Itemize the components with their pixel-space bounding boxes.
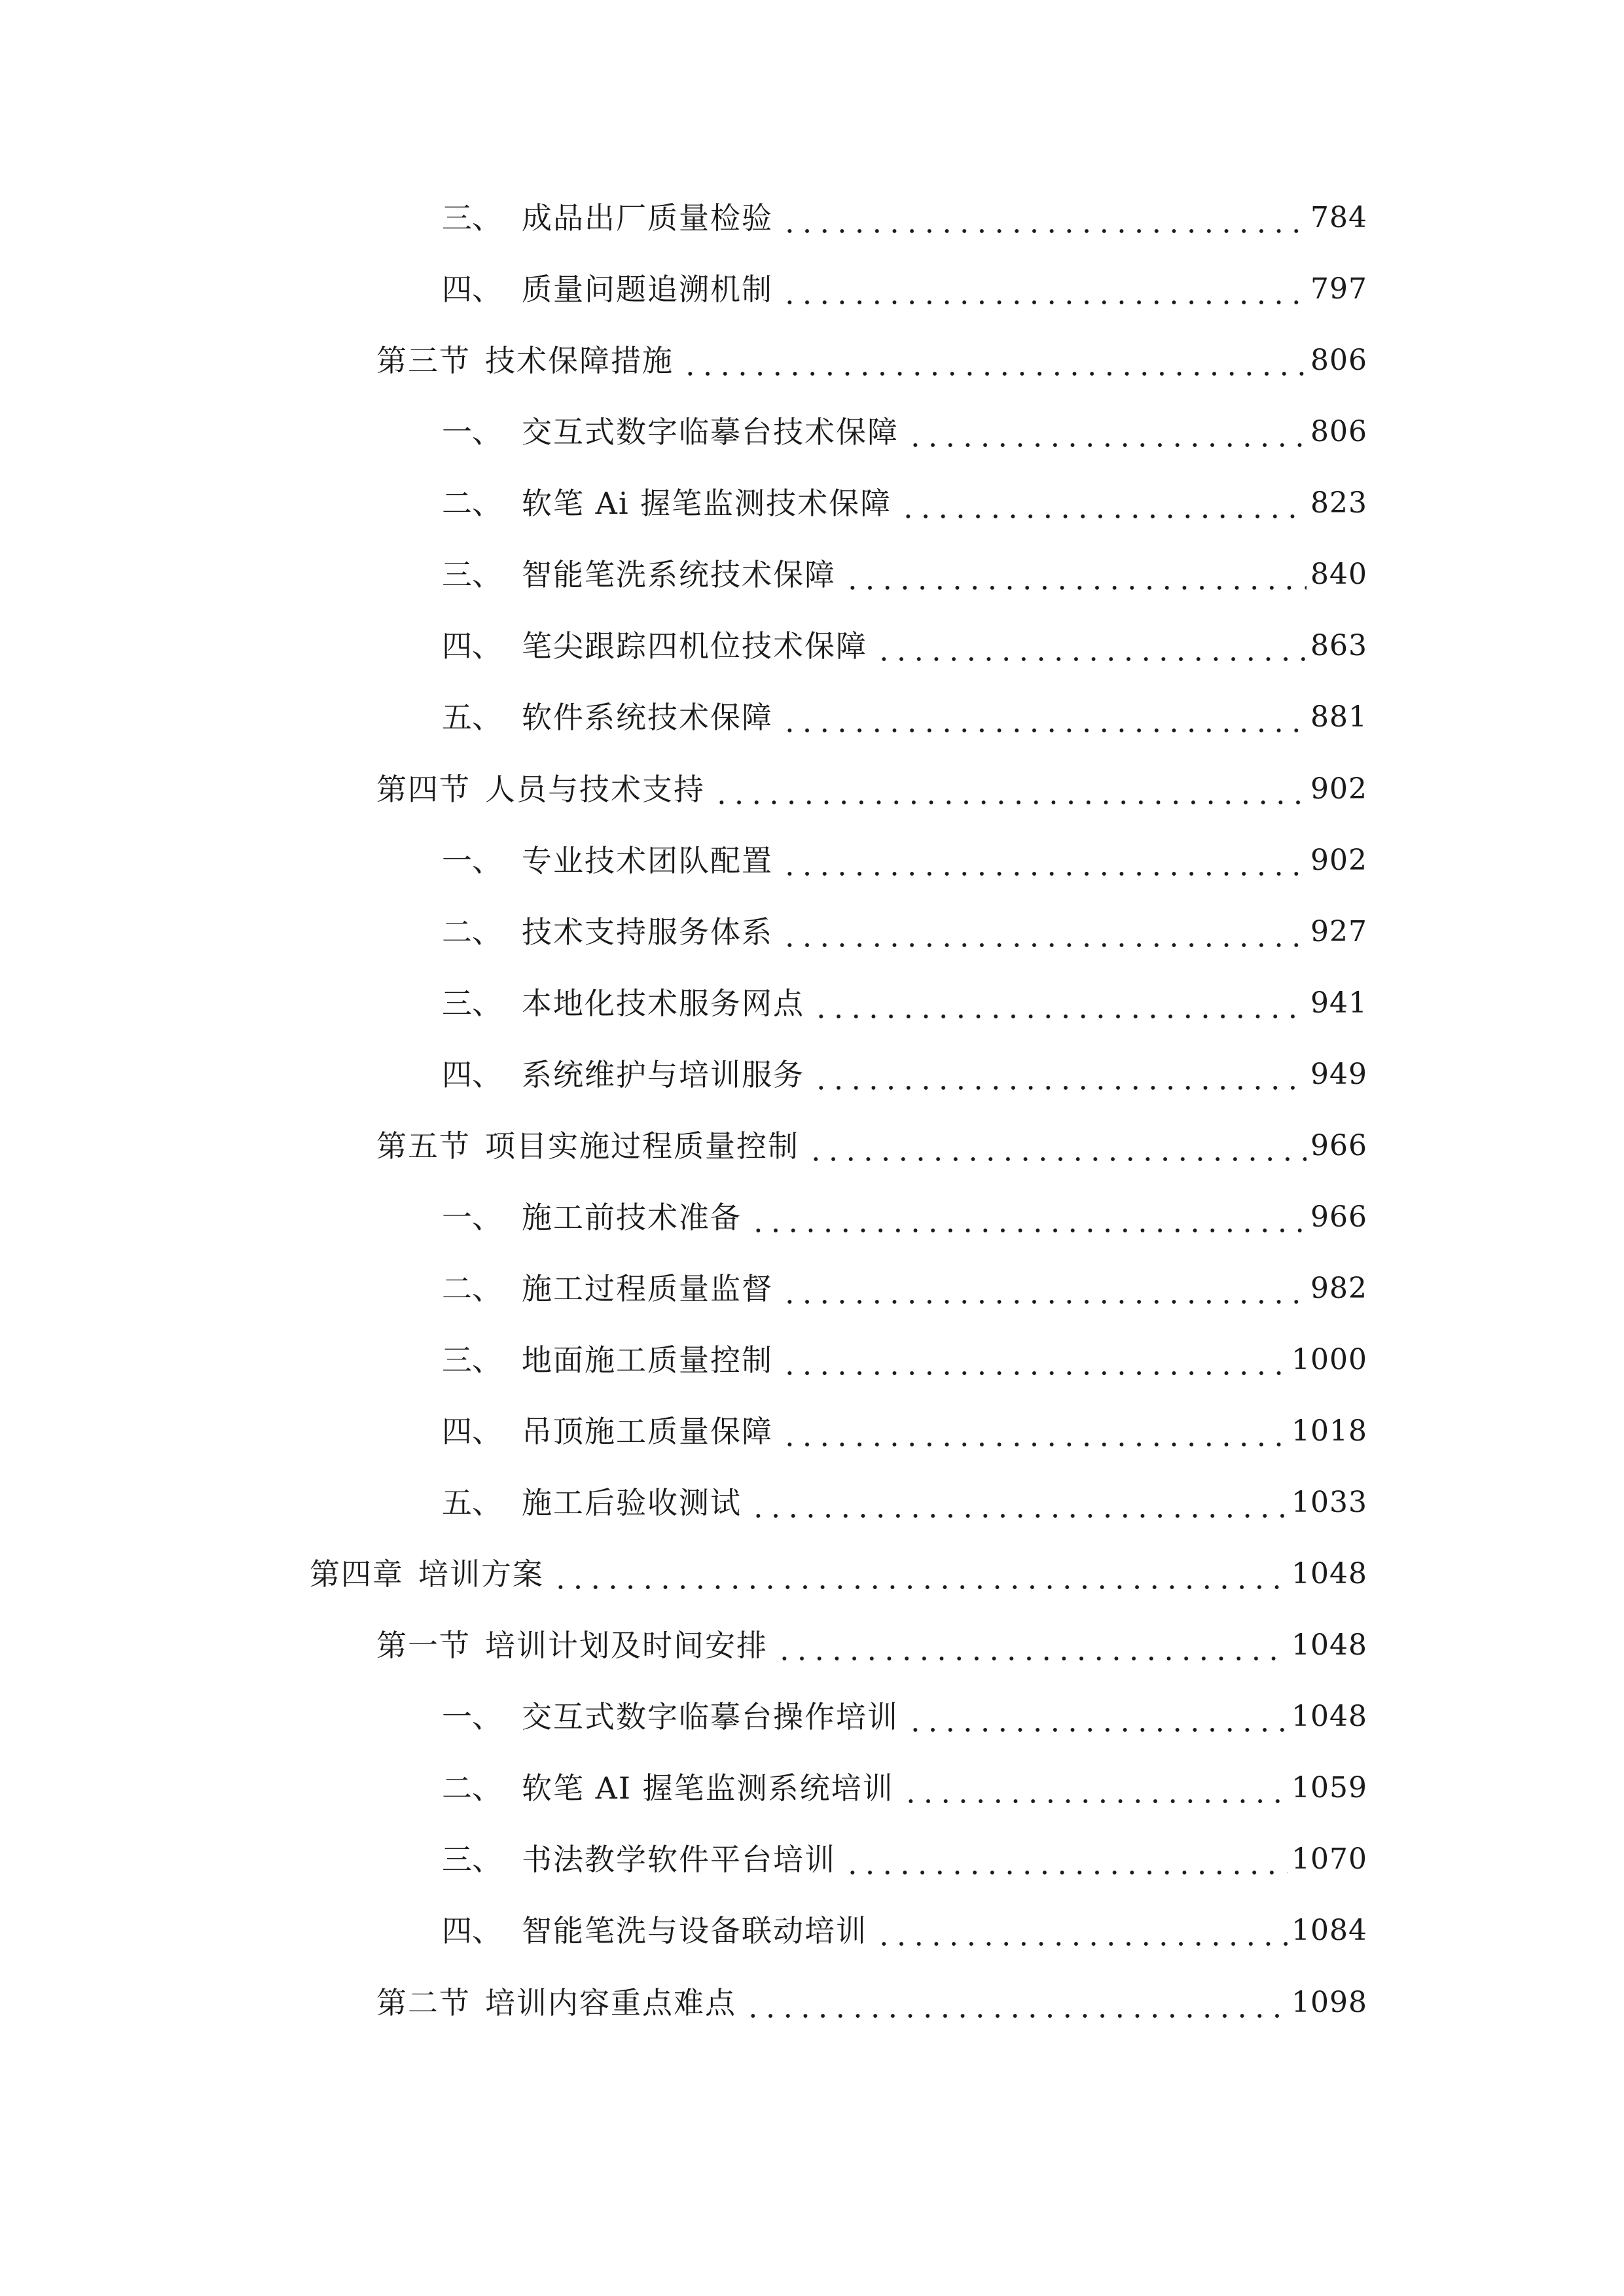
dot-leader [778, 834, 1307, 887]
toc-entry[interactable] [442, 1833, 1367, 1886]
toc-entry-page: 863 [1310, 629, 1367, 662]
toc-entry-title: 培训方案 [418, 1556, 544, 1592]
toc-entry[interactable] [376, 763, 1367, 816]
toc-entry-page: 797 [1310, 272, 1367, 306]
toc-entry-page: 1048 [1291, 1557, 1367, 1590]
toc-entry-number: 一、 [442, 414, 502, 450]
dot-leader [778, 1263, 1307, 1315]
toc-entry[interactable] [442, 1762, 1367, 1814]
dot-leader [810, 977, 1307, 1030]
toc-entry-number: 第五节 [376, 1128, 471, 1164]
toc-entry-title: 技术支持服务体系 [522, 914, 773, 950]
toc-entry-title: 软笔 Ai 握笔监测技术保障 [522, 486, 892, 521]
dot-leader [778, 1334, 1288, 1386]
toc-entry-title: 交互式数字临摹台操作培训 [522, 1699, 899, 1734]
dot-leader [549, 1548, 1288, 1600]
toc-entry-page: 806 [1310, 344, 1367, 377]
dot-leader [778, 1405, 1288, 1458]
dot-leader [778, 263, 1307, 315]
toc-entry-page: 823 [1310, 486, 1367, 520]
toc-entry-page: 1084 [1291, 1914, 1367, 1947]
toc-entry-number: 一、 [442, 1699, 502, 1734]
toc-entry-number: 三、 [442, 986, 502, 1021]
toc-entry-title: 施工过程质量监督 [522, 1271, 773, 1306]
toc-entry-number: 三、 [442, 557, 502, 592]
toc-entry-page: 966 [1310, 1200, 1367, 1234]
dot-leader [773, 1619, 1288, 1672]
toc-entry-title: 地面施工质量控制 [522, 1342, 773, 1378]
toc-entry-title: 施工后验收测试 [522, 1485, 742, 1520]
toc-entry-page: 966 [1310, 1129, 1367, 1162]
toc-entry-number: 一、 [442, 1200, 502, 1235]
toc-entry-number: 第三节 [376, 343, 471, 378]
toc-entry-page: 902 [1310, 772, 1367, 806]
toc-entry-title: 软件系统技术保障 [522, 700, 773, 735]
toc-entry-page: 927 [1310, 915, 1367, 948]
toc-entry-number: 第四章 [310, 1556, 404, 1592]
toc-entry-title: 系统维护与培训服务 [522, 1057, 804, 1092]
dot-leader [747, 1191, 1307, 1244]
toc-entry-page: 1059 [1291, 1771, 1367, 1804]
toc-entry-number: 二、 [442, 1770, 502, 1806]
toc-entry-title: 书法教学软件平台培训 [522, 1842, 836, 1877]
dot-leader [899, 1762, 1288, 1814]
dot-leader [810, 1049, 1307, 1101]
toc-entry-page: 1098 [1291, 1986, 1367, 2019]
toc-entry[interactable] [442, 1477, 1367, 1529]
toc-entry-page: 1033 [1291, 1486, 1367, 1519]
dot-leader [710, 763, 1307, 816]
dot-leader [747, 1477, 1288, 1529]
toc-entry-title: 培训内容重点难点 [485, 1985, 736, 2020]
toc-entry-title: 质量问题追溯机制 [522, 272, 773, 307]
toc-entry-page: 784 [1310, 201, 1367, 234]
toc-entry-number: 二、 [442, 914, 502, 950]
toc-entry-number: 二、 [442, 486, 502, 521]
dot-leader [742, 1977, 1288, 2029]
toc-entry-page: 902 [1310, 844, 1367, 877]
toc-entry-page: 941 [1310, 986, 1367, 1020]
toc-entry[interactable] [442, 406, 1367, 458]
toc-entry-number: 四、 [442, 272, 502, 307]
dot-leader [804, 1120, 1307, 1172]
toc-entry-title: 智能笔洗系统技术保障 [522, 557, 836, 592]
toc-entry[interactable] [442, 1191, 1367, 1244]
dot-leader [778, 192, 1307, 244]
toc-entry-number: 四、 [442, 1057, 502, 1092]
toc-entry-number: 四、 [442, 1913, 502, 1948]
toc-entry[interactable] [442, 1049, 1367, 1101]
toc-entry-number: 一、 [442, 843, 502, 878]
dot-leader [778, 691, 1307, 744]
toc-entry-page: 949 [1310, 1058, 1367, 1091]
toc-entry[interactable] [376, 1977, 1367, 2029]
toc-entry[interactable] [442, 1691, 1367, 1743]
dot-leader [841, 548, 1307, 601]
toc-entry-page: 1070 [1291, 1842, 1367, 1876]
dot-leader [778, 906, 1307, 958]
toc-entry-page: 806 [1310, 415, 1367, 448]
toc-entry[interactable] [442, 620, 1367, 672]
toc-entry-number: 第四节 [376, 772, 471, 807]
toc-entry[interactable] [442, 263, 1367, 315]
toc-entry-number: 第二节 [376, 1985, 471, 2020]
toc-entry-number: 四、 [442, 628, 502, 664]
dot-leader [679, 334, 1307, 387]
toc-entry[interactable] [376, 1120, 1367, 1172]
toc-entry-number: 三、 [442, 200, 502, 236]
toc-entry-title: 专业技术团队配置 [522, 843, 773, 878]
toc-entry-page: 1018 [1291, 1414, 1367, 1448]
dot-leader [904, 1691, 1288, 1743]
toc-entry-title: 吊顶施工质量保障 [522, 1414, 773, 1449]
toc-entry[interactable] [442, 691, 1367, 744]
toc-entry-number: 第一节 [376, 1628, 471, 1663]
toc-entry-number: 四、 [442, 1414, 502, 1449]
toc-entry-title: 笔尖跟踪四机位技术保障 [522, 628, 867, 664]
toc-entry-title: 智能笔洗与设备联动培训 [522, 1913, 867, 1948]
toc-entry-title: 本地化技术服务网点 [522, 986, 804, 1021]
toc-entry-title: 施工前技术准备 [522, 1200, 742, 1235]
toc-entry-number: 三、 [442, 1842, 502, 1877]
toc-entry[interactable] [442, 192, 1367, 244]
dot-leader [897, 477, 1307, 529]
toc-entry[interactable] [442, 1405, 1367, 1458]
toc-entry-title: 成品出厂质量检验 [522, 200, 773, 236]
dot-leader [873, 620, 1307, 672]
toc-entry[interactable] [310, 1548, 1367, 1600]
dot-leader [873, 1905, 1288, 1957]
toc-entry-page: 982 [1310, 1272, 1367, 1305]
toc-entry-page: 1000 [1291, 1343, 1367, 1376]
toc-entry[interactable] [442, 906, 1367, 958]
toc-entry-title: 人员与技术支持 [485, 772, 705, 807]
toc-entry-title: 技术保障措施 [485, 343, 674, 378]
toc-entry[interactable] [442, 548, 1367, 601]
toc-entry-title: 培训计划及时间安排 [485, 1628, 768, 1663]
toc-entry-title: 项目实施过程质量控制 [485, 1128, 799, 1164]
toc-entry[interactable] [376, 1619, 1367, 1672]
toc-entry-number: 二、 [442, 1271, 502, 1306]
toc-entry-title: 软笔 AI 握笔监测系统培训 [522, 1770, 894, 1806]
toc-entry-number: 五、 [442, 700, 502, 735]
dot-leader [841, 1833, 1288, 1886]
dot-leader [904, 406, 1307, 458]
toc-entry[interactable] [442, 1334, 1367, 1386]
toc-entry-page: 1048 [1291, 1628, 1367, 1662]
toc-entry[interactable] [442, 834, 1367, 887]
toc-entry[interactable] [442, 477, 1367, 529]
toc-entry[interactable] [376, 334, 1367, 387]
toc-entry-title: 交互式数字临摹台技术保障 [522, 414, 899, 450]
toc-entry-number: 五、 [442, 1485, 502, 1520]
toc-entry-page: 881 [1310, 700, 1367, 734]
toc-entry[interactable] [442, 1905, 1367, 1957]
toc-entry[interactable] [442, 1263, 1367, 1315]
toc-entry-page: 1048 [1291, 1700, 1367, 1733]
toc-entry[interactable] [442, 977, 1367, 1030]
toc-entry-number: 三、 [442, 1342, 502, 1378]
toc-entry-page: 840 [1310, 558, 1367, 591]
